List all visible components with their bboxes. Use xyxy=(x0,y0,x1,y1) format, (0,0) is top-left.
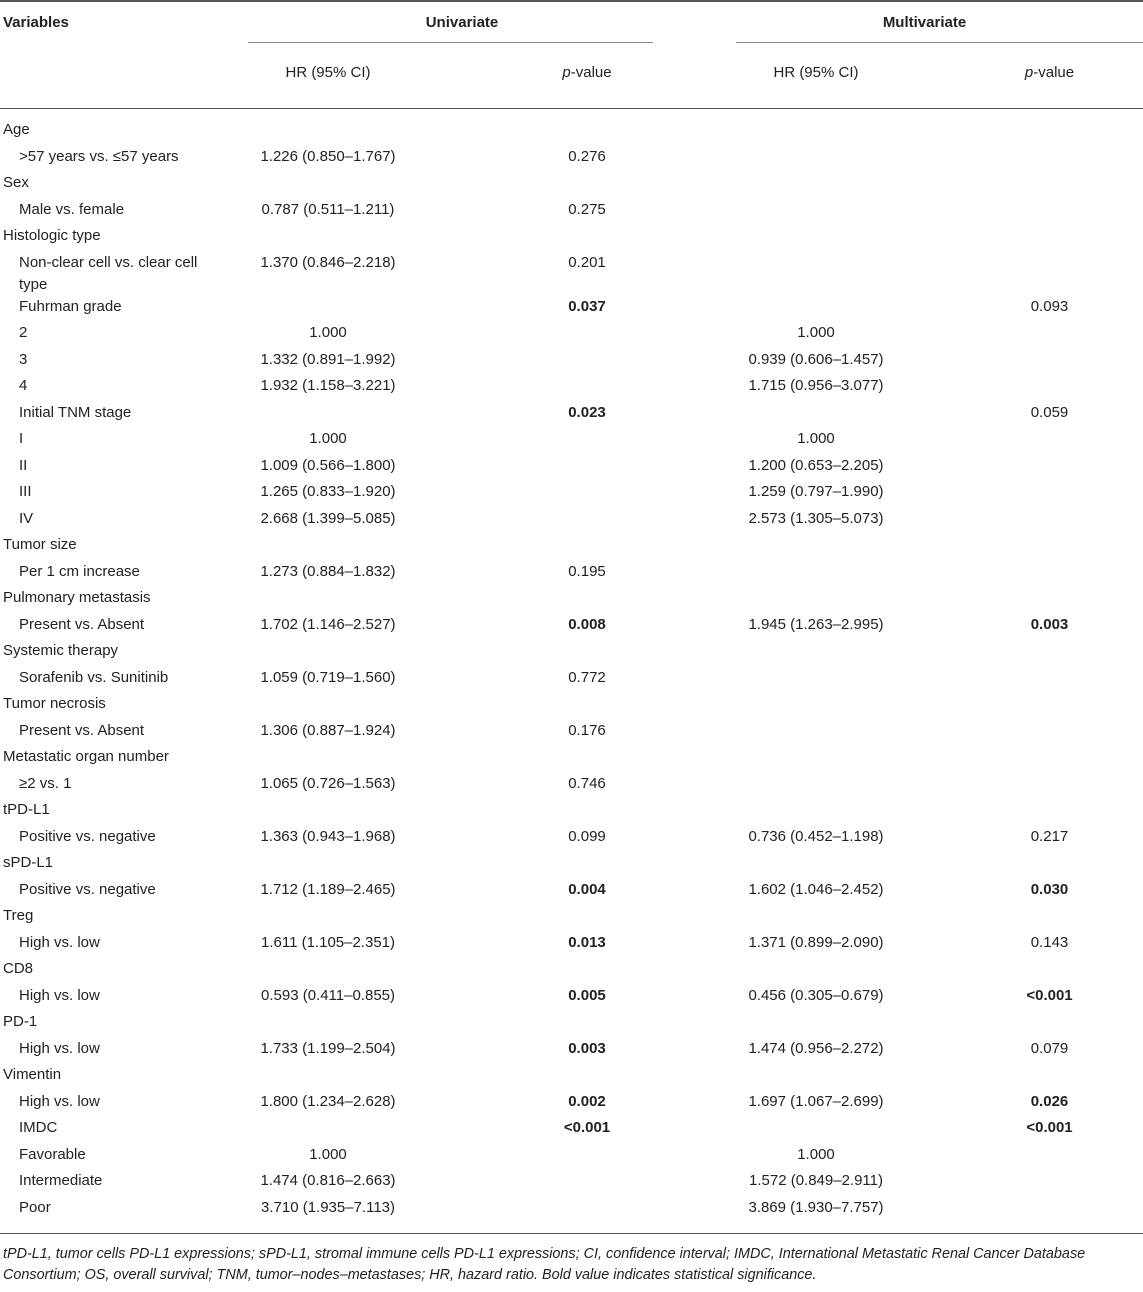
univariate-hr-cell xyxy=(218,1064,438,1091)
univariate-hr-cell xyxy=(218,693,438,720)
univariate-group-rule xyxy=(248,42,653,43)
multivariate-p-cell xyxy=(926,852,1143,879)
table-row xyxy=(0,402,1143,429)
univariate-hr-cell: 1.065 (0.726–1.563) xyxy=(260,774,396,792)
multivariate-hr-cell xyxy=(706,146,926,173)
table-row xyxy=(0,322,1143,349)
multivariate-p-cell xyxy=(926,225,1143,252)
multivariate-p-cell xyxy=(926,252,1143,296)
multivariate-hr-cell xyxy=(706,720,926,747)
multivariate-hr-cell: 1.371 (0.899–2.090) xyxy=(748,933,884,951)
multivariate-p-cell: 0.217 xyxy=(1030,827,1069,845)
multivariate-hr-cell xyxy=(706,1064,926,1091)
multivariate-p-cell xyxy=(926,561,1143,588)
multivariate-hr-cell: 1.000 xyxy=(797,1145,835,1163)
univariate-hr-cell: 1.370 (0.846–2.218) xyxy=(260,253,396,271)
univariate-hr-cell: 3.710 (1.935–7.113) xyxy=(218,1197,438,1234)
univariate-hr-cell: 1.226 (0.850–1.767) xyxy=(260,147,396,165)
table-row xyxy=(0,1144,1143,1171)
table-row xyxy=(0,879,1143,906)
multivariate-hr-cell: 2.573 (1.305–5.073) xyxy=(748,509,884,527)
variable-cell: Positive vs. negative xyxy=(19,880,156,898)
table-row xyxy=(0,667,1143,694)
multivariate-p-cell xyxy=(926,1064,1143,1091)
univariate-p-header xyxy=(438,51,706,109)
multivariate-p-cell xyxy=(926,958,1143,985)
univariate-p-cell xyxy=(438,799,706,826)
multivariate-hr-cell: 1.572 (0.849–2.911) xyxy=(749,1172,883,1189)
multivariate-p-cell xyxy=(926,905,1143,932)
multivariate-hr-cell xyxy=(706,667,926,694)
multivariate-p-cell xyxy=(926,773,1143,800)
univariate-hr-cell xyxy=(218,296,438,323)
table-footnote: tPD-L1, tumor cells PD-L1 expressions; sPD-L1, stromal immune cells PD-L1 expressions; CI, confidence interval; IMDC, International Metastatic Renal Cancer Database Consortium; OS, overall survival; TNM, tumor–nodes–metastases; HR, hazard ratio. Bold value indicates statistical significance. xyxy=(3,1246,1086,1283)
multivariate-p-cell xyxy=(926,1197,1143,1234)
variable-cell: ≥2 vs. 1 xyxy=(19,774,72,792)
table-row xyxy=(0,172,1143,199)
multivariate-p-cell: <0.001 xyxy=(1026,1119,1073,1136)
multivariate-hr-cell xyxy=(706,1117,926,1144)
multivariate-header-label: Multivariate xyxy=(882,14,967,31)
univariate-hr-cell xyxy=(218,746,438,773)
variable-cell: Favorable xyxy=(19,1145,86,1163)
multivariate-p-cell xyxy=(926,799,1143,826)
variable-cell: Age xyxy=(3,121,30,138)
univariate-hr-cell: 1.611 (1.105–2.351) xyxy=(261,933,395,951)
subheader-empty xyxy=(0,51,218,109)
multivariate-hr-cell: 1.259 (0.797–1.990) xyxy=(748,483,884,500)
table-row xyxy=(0,614,1143,641)
variable-cell: Per 1 cm increase xyxy=(19,562,140,580)
univariate-p-cell: 0.099 xyxy=(568,827,606,845)
multivariate-hr-cell: 1.715 (0.956–3.077) xyxy=(748,377,884,394)
univariate-p-cell: 0.201 xyxy=(568,253,606,271)
multivariate-p-cell xyxy=(926,534,1143,561)
multivariate-hr-cell: 3.869 (1.930–7.757) xyxy=(706,1197,926,1234)
multivariate-p-cell xyxy=(926,1144,1143,1171)
variable-cell: Sex xyxy=(3,174,29,191)
univariate-p-cell xyxy=(438,1144,706,1171)
univariate-p-cell: 0.037 xyxy=(568,297,606,315)
variable-cell: 4 xyxy=(19,377,28,394)
header-row xyxy=(0,1,1143,51)
variable-cell: I xyxy=(19,430,24,447)
multivariate-hr-cell xyxy=(706,561,926,588)
table-row xyxy=(0,428,1143,455)
univariate-p-cell: 0.276 xyxy=(568,147,606,165)
univariate-hr-cell: 2.668 (1.399–5.085) xyxy=(260,509,396,527)
multivariate-hr-cell xyxy=(706,109,926,146)
multivariate-hr-cell xyxy=(706,799,926,826)
variable-cell: Intermediate xyxy=(19,1172,103,1189)
table-row xyxy=(0,693,1143,720)
variable-cell: Present vs. Absent xyxy=(19,615,145,633)
table-row xyxy=(0,561,1143,588)
univariate-hr-cell: 1.306 (0.887–1.924) xyxy=(260,721,396,739)
table-row xyxy=(0,746,1143,773)
table-row xyxy=(0,508,1143,535)
multivariate-p-cell xyxy=(926,667,1143,694)
univariate-p-cell: 0.002 xyxy=(568,1092,606,1110)
multivariate-hr-cell: 1.000 xyxy=(797,430,835,447)
multivariate-p-cell xyxy=(926,428,1143,455)
variable-cell: III xyxy=(19,483,32,500)
table-row xyxy=(0,826,1143,853)
multivariate-hr-cell xyxy=(706,746,926,773)
univariate-p-cell xyxy=(438,225,706,252)
multivariate-p-cell xyxy=(926,720,1143,747)
multivariate-p-cell: 0.003 xyxy=(1030,615,1069,633)
multivariate-hr-cell xyxy=(706,905,926,932)
multivariate-hr-cell: 1.200 (0.653–2.205) xyxy=(748,456,884,474)
univariate-hr-cell: 1.000 xyxy=(309,1145,347,1163)
multivariate-hr-cell: 1.602 (1.046–2.452) xyxy=(748,880,884,898)
multivariate-hr-header: HR (95% CI) xyxy=(706,51,926,109)
multivariate-hr-cell xyxy=(706,296,926,323)
univariate-p-cell: 0.005 xyxy=(568,986,606,1004)
univariate-p-cell: 0.013 xyxy=(568,933,606,951)
variable-cell: Positive vs. negative xyxy=(19,827,156,845)
multivariate-p-cell xyxy=(926,1170,1143,1197)
p-italic: p xyxy=(1024,64,1034,81)
univariate-hr-cell xyxy=(218,534,438,561)
table-row xyxy=(0,1038,1143,1065)
univariate-hr-cell xyxy=(218,640,438,667)
variable-cell: II xyxy=(19,456,28,474)
univariate-p-cell xyxy=(438,746,706,773)
univariate-hr-cell: 1.363 (0.943–1.968) xyxy=(260,827,396,845)
table-row xyxy=(0,455,1143,482)
variable-cell: High vs. low xyxy=(19,1039,100,1057)
multivariate-hr-cell xyxy=(706,199,926,226)
multivariate-p-cell: 0.093 xyxy=(1030,297,1069,315)
univariate-hr-cell xyxy=(218,852,438,879)
univariate-hr-cell: 1.932 (1.158–3.221) xyxy=(260,377,396,394)
univariate-p-cell xyxy=(438,508,706,535)
p-suffix: -value xyxy=(570,64,612,81)
multivariate-p-cell xyxy=(926,146,1143,173)
multivariate-hr-cell xyxy=(706,773,926,800)
univariate-hr-cell: 1.009 (0.566–1.800) xyxy=(260,456,396,474)
univariate-hr-cell: 0.787 (0.511–1.211) xyxy=(261,200,395,218)
multivariate-hr-cell: 1.474 (0.956–2.272) xyxy=(748,1039,884,1057)
multivariate-p-cell: 0.059 xyxy=(1030,403,1069,421)
table-row xyxy=(0,720,1143,747)
multivariate-p-cell xyxy=(926,322,1143,349)
univariate-hr-cell xyxy=(218,905,438,932)
univariate-p-cell: 0.772 xyxy=(568,668,606,686)
univariate-hr-cell xyxy=(218,402,438,429)
variable-cell: Systemic therapy xyxy=(3,642,119,659)
univariate-hr-cell: 1.332 (0.891–1.992) xyxy=(260,350,396,368)
univariate-p-cell xyxy=(438,109,706,146)
univariate-hr-cell xyxy=(218,225,438,252)
univariate-hr-cell xyxy=(218,109,438,146)
multivariate-group-header xyxy=(706,1,1143,51)
multivariate-p-cell xyxy=(926,199,1143,226)
univariate-p-cell xyxy=(438,958,706,985)
univariate-p-cell xyxy=(438,693,706,720)
subheader-row xyxy=(0,51,1143,109)
univariate-hr-cell: 1.474 (0.816–2.663) xyxy=(260,1172,396,1189)
variable-cell: High vs. low xyxy=(19,986,100,1004)
univariate-p-cell: 0.176 xyxy=(568,721,606,739)
univariate-hr-cell: 0.593 (0.411–0.855) xyxy=(261,986,395,1004)
univariate-p-cell: 0.275 xyxy=(568,200,606,218)
univariate-p-cell: 0.003 xyxy=(568,1039,606,1057)
variable-cell: 2 xyxy=(19,324,28,341)
multivariate-p-cell xyxy=(926,1011,1143,1038)
multivariate-p-cell: <0.001 xyxy=(1026,986,1073,1004)
table-row xyxy=(0,640,1143,667)
variable-cell: CD8 xyxy=(3,960,34,977)
univariate-hr-cell xyxy=(218,958,438,985)
variable-cell: Histologic type xyxy=(3,227,101,244)
table-row xyxy=(0,1011,1143,1038)
table-row xyxy=(0,905,1143,932)
univariate-hr-cell xyxy=(218,1117,438,1144)
univariate-p-cell: 0.195 xyxy=(568,562,606,580)
univariate-p-cell: 0.008 xyxy=(568,615,606,633)
multivariate-p-cell: 0.030 xyxy=(1030,880,1069,898)
multivariate-hr-cell: 1.000 xyxy=(797,324,835,341)
variable-cell: >57 years vs. ≤57 years xyxy=(19,147,179,165)
variable-cell: Poor xyxy=(0,1197,218,1234)
univariate-hr-cell: 1.800 (1.234–2.628) xyxy=(260,1092,396,1110)
univariate-hr-cell: 1.702 (1.146–2.527) xyxy=(260,615,396,633)
univariate-p-cell: 0.004 xyxy=(568,880,606,898)
multivariate-p-cell xyxy=(926,587,1143,614)
table-row xyxy=(0,799,1143,826)
variable-cell: Present vs. Absent xyxy=(19,721,145,739)
multivariate-hr-cell xyxy=(706,693,926,720)
multivariate-hr-cell xyxy=(706,958,926,985)
variable-cell: Tumor necrosis xyxy=(3,695,106,712)
variable-cell: Vimentin xyxy=(3,1066,62,1083)
variable-cell: High vs. low xyxy=(19,933,100,951)
multivariate-p-cell xyxy=(926,693,1143,720)
variable-cell: 3 xyxy=(19,350,28,368)
variables-header: Variables xyxy=(0,1,218,51)
variable-cell: Fuhrman grade xyxy=(19,297,122,315)
univariate-p-cell xyxy=(438,640,706,667)
variable-cell: Treg xyxy=(3,907,34,924)
table-row xyxy=(0,349,1143,376)
multivariate-p-cell xyxy=(926,172,1143,199)
multivariate-hr-cell xyxy=(706,252,926,296)
univariate-hr-cell: 1.000 xyxy=(309,324,347,341)
univariate-p-cell xyxy=(438,428,706,455)
table-row xyxy=(0,958,1143,985)
multivariate-p-cell: 0.143 xyxy=(1030,933,1069,951)
variable-cell: sPD-L1 xyxy=(3,854,54,871)
multivariate-p-cell xyxy=(926,455,1143,482)
univariate-p-cell xyxy=(438,455,706,482)
multivariate-hr-cell xyxy=(706,225,926,252)
table-row xyxy=(0,1091,1143,1118)
variable-cell: IMDC xyxy=(19,1119,58,1136)
multivariate-hr-cell xyxy=(706,534,926,561)
univariate-hr-cell xyxy=(218,1011,438,1038)
multivariate-p-cell xyxy=(926,349,1143,376)
variable-cell: Metastatic organ number xyxy=(3,748,169,765)
table-row xyxy=(0,146,1143,173)
table-row xyxy=(0,852,1143,879)
multivariate-hr-cell xyxy=(706,587,926,614)
univariate-p-cell xyxy=(438,534,706,561)
variable-cell: Sorafenib vs. Sunitinib xyxy=(19,668,169,686)
univariate-p-cell xyxy=(438,375,706,402)
multivariate-p-cell xyxy=(926,375,1143,402)
multivariate-hr-cell: 1.697 (1.067–2.699) xyxy=(748,1092,884,1110)
multivariate-group-rule xyxy=(736,42,1143,43)
multivariate-p-cell xyxy=(926,481,1143,508)
univariate-p-cell xyxy=(438,1170,706,1197)
univariate-p-cell xyxy=(438,1064,706,1091)
variable-cell: Tumor size xyxy=(3,536,77,553)
table-row xyxy=(0,199,1143,226)
multivariate-hr-cell xyxy=(706,640,926,667)
p-italic: p xyxy=(562,64,571,81)
univariate-p-cell xyxy=(438,852,706,879)
univariate-hr-cell: 1.712 (1.189–2.465) xyxy=(260,880,396,898)
univariate-p-cell xyxy=(438,349,706,376)
variable-cell: High vs. low xyxy=(19,1092,100,1110)
multivariate-hr-cell xyxy=(706,402,926,429)
multivariate-p-cell xyxy=(926,508,1143,535)
univariate-group-header xyxy=(218,1,706,51)
table-row xyxy=(0,1064,1143,1091)
univariate-p-cell xyxy=(438,905,706,932)
variable-cell: Initial TNM stage xyxy=(19,403,132,421)
table-row xyxy=(0,1117,1143,1144)
multivariate-p-cell xyxy=(926,746,1143,773)
multivariate-p-cell xyxy=(926,640,1143,667)
multivariate-hr-cell: 0.456 (0.305–0.679) xyxy=(748,986,884,1004)
table-row xyxy=(0,985,1143,1012)
variable-cell: Male vs. female xyxy=(19,200,125,218)
univariate-p-cell xyxy=(438,1011,706,1038)
variable-cell: PD-1 xyxy=(3,1013,38,1030)
univariate-p-cell xyxy=(438,587,706,614)
table-row xyxy=(0,296,1143,323)
variable-cell: Pulmonary metastasis xyxy=(3,589,151,606)
table-row xyxy=(0,481,1143,508)
table-row xyxy=(0,932,1143,959)
variable-cell: Non-clear cell vs. clear cell type xyxy=(19,253,198,293)
multivariate-p-cell: 0.026 xyxy=(1030,1092,1069,1110)
multivariate-hr-cell xyxy=(706,852,926,879)
table-row xyxy=(0,225,1143,252)
univariate-p-cell xyxy=(438,322,706,349)
univariate-hr-cell xyxy=(218,587,438,614)
univariate-hr-cell: 1.000 xyxy=(309,430,347,447)
table-row xyxy=(0,773,1143,800)
p-suffix: -value xyxy=(1033,64,1075,81)
multivariate-p-cell: 0.079 xyxy=(1030,1039,1069,1057)
table-row xyxy=(0,252,1143,296)
univariate-p-cell xyxy=(438,172,706,199)
multivariate-hr-cell: 0.736 (0.452–1.198) xyxy=(748,827,884,845)
multivariate-hr-cell xyxy=(706,172,926,199)
table-row xyxy=(0,109,1143,146)
multivariate-hr-cell: 1.945 (1.263–2.995) xyxy=(748,615,884,633)
table-body xyxy=(0,109,1143,1234)
univariate-p-cell: 0.023 xyxy=(568,403,606,421)
table-row xyxy=(0,1170,1143,1197)
univariate-hr-cell: 1.265 (0.833–1.920) xyxy=(260,483,396,500)
univariate-p-cell xyxy=(438,481,706,508)
table-row xyxy=(0,1197,1143,1234)
univariate-hr-header: HR (95% CI) xyxy=(218,51,438,109)
univariate-hr-cell xyxy=(218,172,438,199)
variable-cell: tPD-L1 xyxy=(3,801,50,818)
univariate-hr-cell: 1.059 (0.719–1.560) xyxy=(260,668,396,686)
table-row xyxy=(0,534,1143,561)
univariate-p-cell: <0.001 xyxy=(563,1119,611,1136)
univariate-p-cell: 0.746 xyxy=(568,774,606,792)
multivariate-hr-cell: 0.939 (0.606–1.457) xyxy=(748,350,884,368)
variable-cell: IV xyxy=(19,509,34,527)
univariate-hr-cell: 1.273 (0.884–1.832) xyxy=(260,562,396,580)
table-row xyxy=(0,375,1143,402)
univariate-hr-cell xyxy=(218,799,438,826)
univariate-hr-cell: 1.733 (1.199–2.504) xyxy=(260,1039,396,1057)
univariate-p-cell xyxy=(438,1197,706,1234)
multivariate-p-header xyxy=(926,51,1143,109)
multivariate-hr-cell xyxy=(706,1011,926,1038)
multivariate-p-cell xyxy=(926,109,1143,146)
table-row xyxy=(0,587,1143,614)
univariate-header-label: Univariate xyxy=(425,14,499,31)
